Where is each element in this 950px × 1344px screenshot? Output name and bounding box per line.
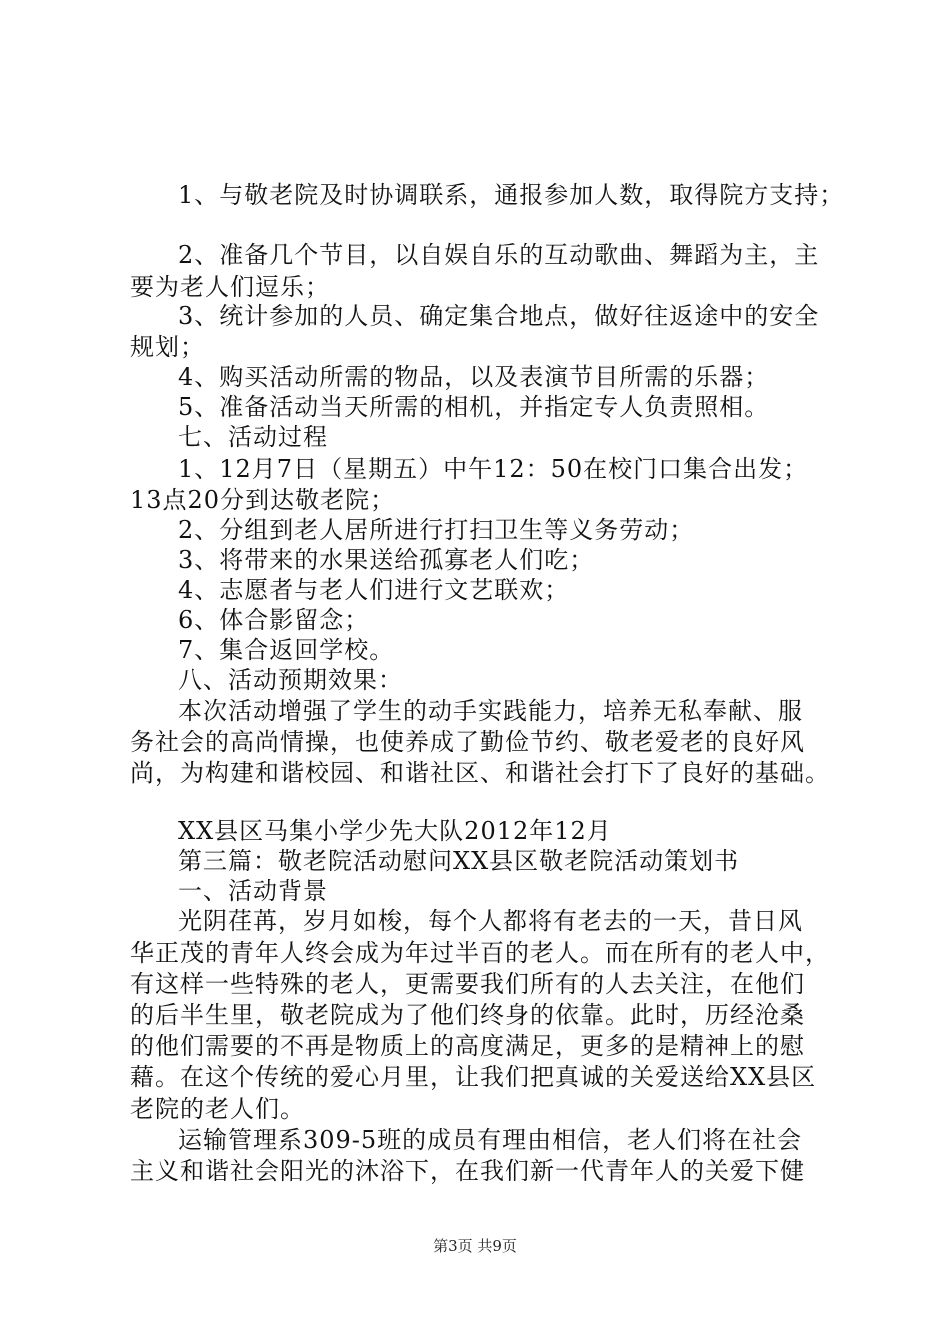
text-line: 运输管理系309-5班的成员有理由相信，老人们将在社会 <box>178 1126 803 1154</box>
text-line: 4、志愿者与老人们进行文艺联欢； <box>178 576 570 604</box>
text-line: 5、准备活动当天所需的相机，并指定专人负责照相。 <box>178 393 770 421</box>
text-line: 13点20分到达敬老院； <box>130 486 396 514</box>
text-line: 3、将带来的水果送给孤寡老人们吃； <box>178 546 595 574</box>
text-line: 主义和谐社会阳光的沐浴下，在我们新一代青年人的关爱下健 <box>130 1157 805 1185</box>
section-heading: 八、活动预期效果： <box>178 666 403 694</box>
text-line: 有这样一些特殊的老人，更需要我们所有的人去关注，在他们 <box>130 970 805 998</box>
text-line: 光阴荏苒，岁月如梭，每个人都将有老去的一天，昔日风 <box>178 907 803 935</box>
section-heading: 七、活动过程 <box>178 423 328 451</box>
text-line: 尚，为构建和谐校园、和谐社区、和谐社会打下了良好的基础。 <box>130 759 830 787</box>
text-line: 要为老人们逗乐； <box>130 273 330 301</box>
text-line: 1、与敬老院及时协调联系，通报参加人数，取得院方支持； <box>178 181 845 209</box>
text-line: 务社会的高尚情操，也使养成了勤俭节约、敬老爱老的良好风 <box>130 728 805 756</box>
chapter-title: 第三篇：敬老院活动慰问XX县区敬老院活动策划书 <box>178 847 740 875</box>
section-heading: 一、活动背景 <box>178 877 328 905</box>
text-line: 1、12月7日（星期五）中午12：50在校门口集合出发； <box>178 455 809 483</box>
text-line: 3、统计参加的人员、确定集合地点，做好往返途中的安全 <box>178 302 820 330</box>
page-number-footer: 第3页 共9页 <box>433 1237 517 1255</box>
text-line: 7、集合返回学校。 <box>178 636 395 664</box>
text-line: 华正茂的青年人终会成为年过半百的老人。而在所有的老人中， <box>130 939 830 967</box>
signature-line: XX县区马集小学少先大队2012年12月 <box>178 817 612 845</box>
text-line: 2、准备几个节目，以自娱自乐的互动歌曲、舞蹈为主，主 <box>178 241 820 269</box>
text-line: 本次活动增强了学生的动手实践能力，培养无私奉献、服 <box>178 697 803 725</box>
text-line: 的他们需要的不再是物质上的高度满足，更多的是精神上的慰 <box>130 1032 805 1060</box>
text-line: 的后半生里，敬老院成为了他们终身的依靠。此时，历经沧桑 <box>130 1001 805 1029</box>
text-line: 藉。在这个传统的爱心月里，让我们把真诚的关爱送给XX县区 <box>130 1063 817 1091</box>
text-line: 4、购买活动所需的物品，以及表演节目所需的乐器； <box>178 363 770 391</box>
text-line: 老院的老人们。 <box>130 1095 305 1123</box>
text-line: 规划； <box>130 333 205 361</box>
text-line: 6、体合影留念； <box>178 606 370 634</box>
text-line: 2、分组到老人居所进行打扫卫生等义务劳动； <box>178 516 695 544</box>
